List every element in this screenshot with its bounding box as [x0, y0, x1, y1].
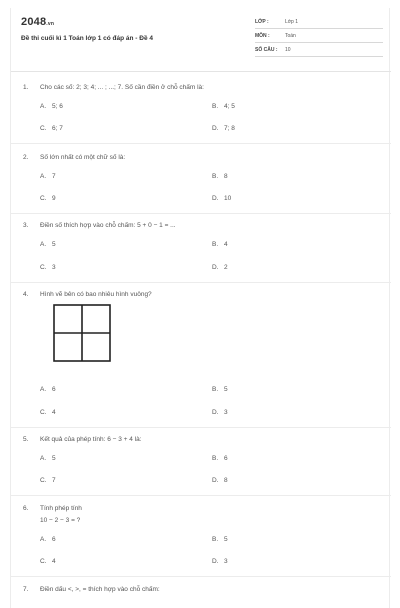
question-text: Số lớn nhất có một chữ số là:: [40, 154, 126, 161]
option-d[interactable]: D. 2: [212, 264, 228, 271]
meta-count: [255, 44, 383, 57]
meta-subject-value: Toán: [285, 33, 296, 39]
question-text: Tính phép tính: [40, 505, 82, 512]
question-divider: [11, 143, 391, 144]
question-text: Kết quả của phép tính: 6 − 3 + 4 là:: [40, 436, 142, 443]
option-a[interactable]: A. 7: [40, 173, 56, 180]
option-b[interactable]: B. 5: [212, 386, 228, 393]
exam-header: [11, 8, 391, 68]
question-number: 1.: [23, 84, 29, 91]
question-number: 5.: [23, 436, 29, 443]
question-divider: [11, 213, 391, 214]
question-text: Hình vẽ bên có bao nhiêu hình vuông?: [40, 291, 152, 298]
question-text: Điền số thích hợp vào chỗ chấm: 5 + 0 − 1 = ...: [40, 222, 176, 229]
meta-subject-label: MÔN :: [255, 33, 270, 39]
option-b[interactable]: B. 8: [212, 173, 228, 180]
meta-class: [255, 16, 383, 29]
meta-class-value: Lớp 1: [285, 19, 299, 25]
option-a[interactable]: A. 6: [40, 386, 56, 393]
option-c[interactable]: C. 7: [40, 477, 56, 484]
question-number: 3.: [23, 222, 29, 229]
exam-page: [10, 8, 390, 608]
question-divider: [11, 576, 391, 577]
question-number: 4.: [23, 291, 29, 298]
logo-tld: .vn: [46, 21, 55, 27]
option-c[interactable]: C. 4: [40, 558, 56, 565]
option-b[interactable]: B. 5: [212, 536, 228, 543]
option-d[interactable]: D. 3: [212, 409, 228, 416]
question-number: 2.: [23, 154, 29, 161]
question-divider: [11, 427, 391, 428]
option-a[interactable]: A. 6: [40, 536, 56, 543]
option-a[interactable]: A. 5: [40, 455, 56, 462]
question-divider: [11, 495, 391, 496]
meta-subject: [255, 30, 383, 43]
question-expression: 10 − 2 − 3 = ?: [40, 517, 81, 524]
option-a[interactable]: A. 5; 6: [40, 103, 63, 110]
question-divider: [11, 282, 391, 283]
question-number: 7.: [23, 586, 29, 593]
option-c[interactable]: C. 6; 7: [40, 125, 63, 132]
site-logo[interactable]: [21, 16, 54, 28]
option-b[interactable]: B. 4: [212, 241, 228, 248]
option-d[interactable]: D. 8: [212, 477, 228, 484]
option-d[interactable]: D. 3: [212, 558, 228, 565]
question-number: 6.: [23, 505, 29, 512]
square-grid-figure: [53, 304, 111, 362]
option-d[interactable]: D. 10: [212, 195, 232, 202]
meta-count-label: SỐ CÂU :: [255, 47, 278, 53]
option-b[interactable]: B. 4; 5: [212, 103, 235, 110]
exam-title: Đề thi cuối kì 1 Toán lớp 1 có đáp án - Đề 4: [21, 35, 153, 42]
option-c[interactable]: C. 9: [40, 195, 56, 202]
question-text: Điền dấu <, >, = thích hợp vào chỗ chấm:: [40, 586, 160, 593]
option-b[interactable]: B. 6: [212, 455, 228, 462]
logo-text: 2048: [21, 16, 47, 28]
option-a[interactable]: A. 5: [40, 241, 56, 248]
question-text: Cho các số: 2; 3; 4; ... ; ...; 7. Số cần điền ở chỗ chấm là:: [40, 84, 204, 91]
meta-class-label: LỚP :: [255, 19, 269, 25]
header-divider: [11, 71, 391, 72]
option-c[interactable]: C. 3: [40, 264, 56, 271]
option-d[interactable]: D. 7; 8: [212, 125, 235, 132]
meta-count-value: 10: [285, 47, 291, 53]
option-c[interactable]: C. 4: [40, 409, 56, 416]
